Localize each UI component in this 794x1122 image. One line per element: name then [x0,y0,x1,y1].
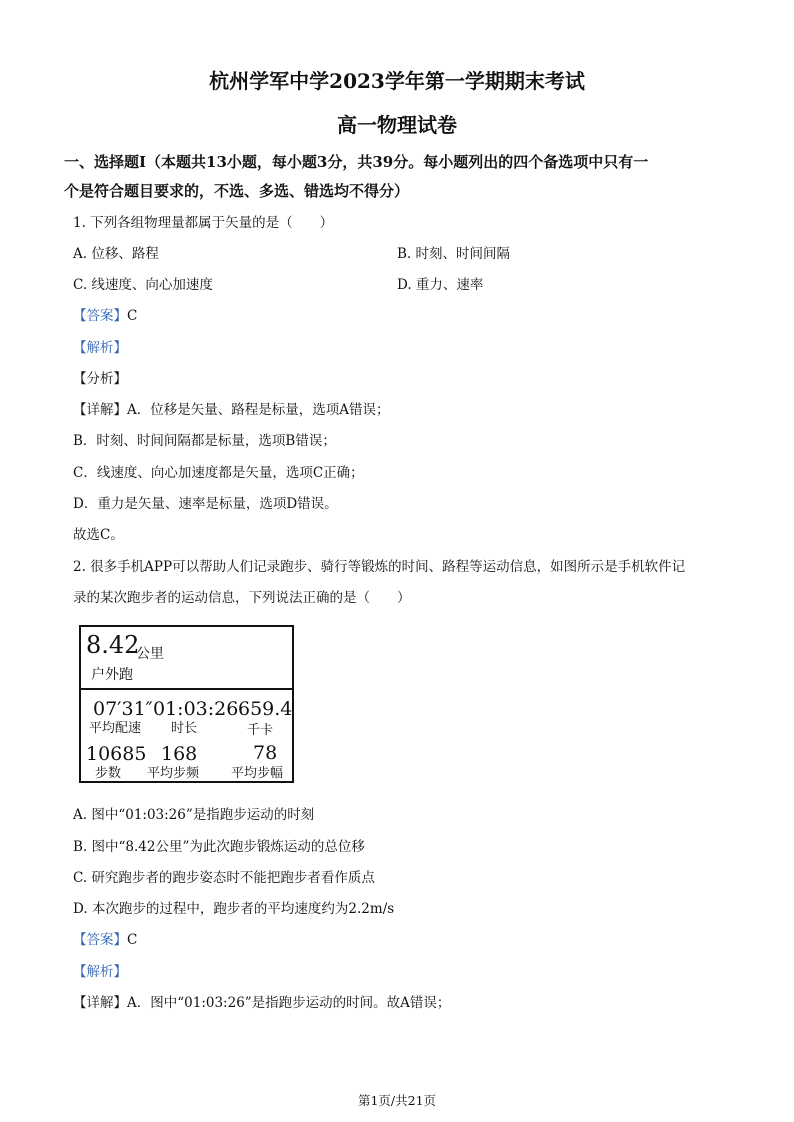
figure-steps: 10685 [86,743,147,765]
exam-subtitle: 高一物理试卷 [337,113,457,137]
q1-conclusion: 故选C。 [73,527,124,543]
figure-calories-label: 千卡 [247,723,274,738]
q1-stem: 1. 下列各组物理量都属于矢量的是（ ） [73,215,334,231]
q1-answer-value: C [127,308,138,324]
figure-pace-label: 平均配速 [89,721,142,736]
figure-duration-label: 时长 [171,721,198,736]
figure-divider [81,688,292,690]
q1-answer [73,307,137,325]
page-footer: 第1页/共21页 [357,1093,437,1108]
q2-answer-tag: 【答案】 [73,932,127,948]
q2-option-b: B. 图中“8.42公里”为此次跑步锻炼运动的总位移 [73,839,365,855]
running-app-figure [79,625,294,783]
q1-option-b: B. 时刻、时间间隔 [397,246,511,262]
q1-option-d: D. 重力、速率 [397,277,484,293]
figure-mode: 户外跑 [91,667,133,683]
figure-stride-label: 平均步幅 [231,766,284,781]
q1-option-a: A. 位移、路程 [73,246,159,262]
q2-answer [73,931,137,949]
q2-stem-line2: 录的某次跑步者的运动信息，下列说法正确的是（ ） [73,590,411,606]
section-heading-line1: 一、选择题Ⅰ（本题共13小题，每小题3分，共39分。每小题列出的四个备选项中只有一 [64,153,649,171]
figure-distance-unit: 公里 [136,646,164,662]
figure-stride: 78 [253,742,278,764]
section-heading-line2: 个是符合题目要求的，不选、多选、错选均不得分） [64,182,410,200]
q2-detail-1: 【详解】A．图中“01:03:26”是指跑步运动的时间。故A错误； [73,995,451,1011]
q2-analysis-tag: 【解析】 [73,964,127,980]
figure-distance: 8.42 [86,631,140,659]
q1-option-c: C. 线速度、向心加速度 [73,277,213,293]
q2-option-d: D. 本次跑步的过程中，跑步者的平均速度约为2.2m/s [73,901,395,917]
figure-cadence-label: 平均步频 [147,766,200,781]
q1-detail-4: D．重力是矢量、速率是标量，选项D错误。 [73,496,338,512]
q1-detail-2: B．时刻、时间间隔都是标量，选项B错误； [73,433,336,449]
figure-pace: 07′31″ [93,698,153,720]
q2-answer-value: C [127,932,138,948]
figure-steps-label: 步数 [95,766,122,781]
q2-option-c: C. 研究跑步者的跑步姿态时不能把跑步者看作质点 [73,870,375,886]
q2-option-a: A. 图中“01:03:26”是指跑步运动的时刻 [73,807,315,823]
figure-duration: 01:03:26 [153,698,239,720]
exam-title: 杭州学军中学2023学年第一学期期末考试 [209,69,585,93]
q1-analysis-tag: 【解析】 [73,340,127,356]
figure-calories: 659.4 [238,698,293,720]
figure-cadence: 168 [161,743,198,765]
q1-answer-tag: 【答案】 [73,308,127,324]
q2-stem-line1: 2. 很多手机APP可以帮助人们记录跑步、骑行等锻炼的时间、路程等运动信息，如图所示是手机软件记 [73,559,686,575]
q1-detail-1: 【详解】A．位移是矢量、路程是标量，选项A错误； [73,402,390,418]
q1-fenxi: 【分析】 [73,371,127,387]
q1-detail-3: C．线速度、向心加速度都是矢量，选项C正确； [73,465,364,481]
